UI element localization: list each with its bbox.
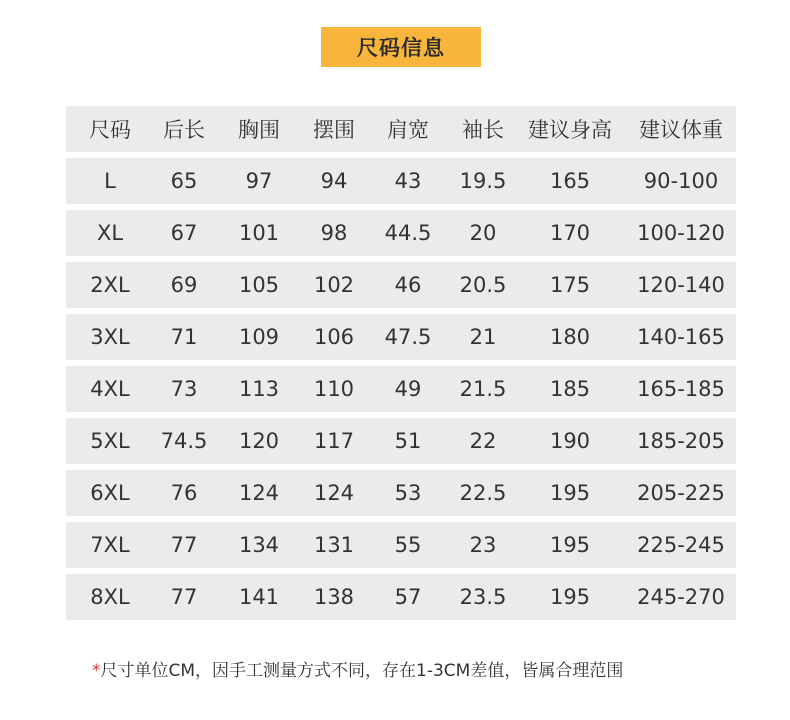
table-cell: XL	[96, 221, 124, 245]
page-title: 尺码信息	[321, 27, 481, 67]
table-row	[66, 574, 736, 620]
table-cell: 6XL	[90, 481, 130, 505]
table-cell: 2XL	[90, 273, 130, 297]
table-cell: 117	[313, 429, 355, 453]
table-cell: 77	[170, 533, 198, 557]
column-header: 肩宽	[387, 118, 429, 142]
table-cell: 49	[394, 377, 422, 401]
table-cell: 53	[394, 481, 422, 505]
table-row	[66, 314, 736, 360]
table-cell: 57	[394, 585, 422, 609]
table-cell: 141	[238, 585, 280, 609]
table-cell: 195	[549, 585, 591, 609]
table-cell: 175	[549, 273, 591, 297]
table-cell: 134	[238, 533, 280, 557]
table-cell: 23	[469, 533, 497, 557]
table-cell: 21.5	[459, 377, 507, 401]
table-cell: 74.5	[160, 429, 208, 453]
table-cell: 170	[549, 221, 591, 245]
table-cell: 77	[170, 585, 198, 609]
table-cell: 124	[313, 481, 355, 505]
column-header: 建议身高	[528, 118, 612, 142]
table-cell: 3XL	[90, 325, 130, 349]
table-cell: 69	[170, 273, 198, 297]
table-row	[66, 522, 736, 568]
table-cell: 65	[170, 169, 198, 193]
table-cell: 20.5	[459, 273, 507, 297]
table-row	[66, 262, 736, 308]
table-cell: 22.5	[459, 481, 507, 505]
table-cell: 185	[549, 377, 591, 401]
table-cell: 105	[238, 273, 280, 297]
table-cell: 71	[170, 325, 198, 349]
table-header-row	[66, 106, 736, 152]
table-row	[66, 366, 736, 412]
table-cell: 5XL	[90, 429, 130, 453]
table-cell: 4XL	[90, 377, 130, 401]
table-cell: 7XL	[90, 533, 130, 557]
table-row	[66, 470, 736, 516]
table-cell: 124	[238, 481, 280, 505]
table-cell: 138	[313, 585, 355, 609]
column-header: 摆围	[313, 118, 355, 142]
table-cell: 47.5	[384, 325, 432, 349]
table-cell: 190	[549, 429, 591, 453]
measurement-note	[92, 656, 623, 681]
table-cell: L	[104, 169, 116, 193]
table-cell: 43	[394, 169, 422, 193]
table-cell: 94	[320, 169, 348, 193]
table-cell: 98	[320, 221, 348, 245]
table-cell: 195	[549, 533, 591, 557]
table-cell: 22	[469, 429, 497, 453]
table-cell: 205-225	[637, 481, 725, 505]
table-cell: 46	[394, 273, 422, 297]
column-header: 尺码	[89, 118, 131, 142]
table-cell: 185-205	[637, 429, 725, 453]
note-text: 尺寸单位CM，因手工测量方式不同，存在1-3CM差值，皆属合理范围	[100, 661, 624, 681]
column-header: 后长	[163, 118, 205, 142]
table-cell: 73	[170, 377, 198, 401]
table-cell: 23.5	[459, 585, 507, 609]
table-row	[66, 418, 736, 464]
table-cell: 120-140	[637, 273, 725, 297]
column-header: 建议体重	[639, 118, 723, 142]
table-cell: 165-185	[637, 377, 725, 401]
table-cell: 165	[549, 169, 591, 193]
table-cell: 55	[394, 533, 422, 557]
table-cell: 102	[313, 273, 355, 297]
table-cell: 195	[549, 481, 591, 505]
column-header: 袖长	[462, 118, 504, 142]
table-cell: 19.5	[459, 169, 507, 193]
table-row	[66, 210, 736, 256]
table-cell: 120	[238, 429, 280, 453]
table-cell: 113	[238, 377, 280, 401]
size-chart-table	[66, 106, 736, 626]
table-cell: 100-120	[637, 221, 725, 245]
table-cell: 76	[170, 481, 198, 505]
column-header: 胸围	[238, 118, 280, 142]
table-cell: 44.5	[384, 221, 432, 245]
table-cell: 109	[238, 325, 280, 349]
table-cell: 67	[170, 221, 198, 245]
table-cell: 140-165	[637, 325, 725, 349]
table-cell: 21	[469, 325, 497, 349]
table-cell: 101	[238, 221, 280, 245]
table-cell: 90-100	[643, 169, 719, 193]
table-cell: 51	[394, 429, 422, 453]
table-cell: 180	[549, 325, 591, 349]
table-cell: 110	[313, 377, 355, 401]
table-cell: 8XL	[90, 585, 130, 609]
table-cell: 97	[245, 169, 273, 193]
table-row	[66, 158, 736, 204]
note-asterisk: *	[92, 661, 101, 681]
table-cell: 131	[313, 533, 355, 557]
table-cell: 20	[469, 221, 497, 245]
table-cell: 106	[313, 325, 355, 349]
table-cell: 225-245	[637, 533, 725, 557]
table-cell: 245-270	[637, 585, 725, 609]
